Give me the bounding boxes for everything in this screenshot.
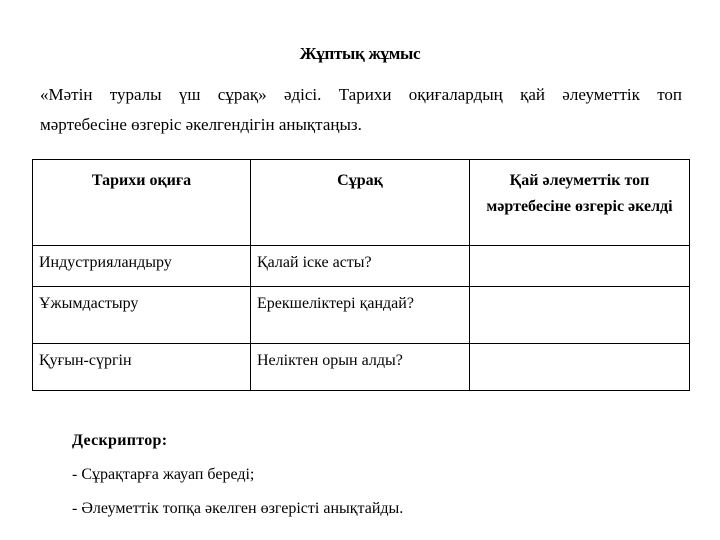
header-question: Сұрақ bbox=[251, 160, 470, 246]
cell-event: Ұжымдастыру bbox=[33, 287, 251, 344]
table-header-row bbox=[33, 160, 690, 246]
worksheet-table bbox=[32, 159, 690, 391]
descriptor-item: - Сұрақтарға жауап береді; bbox=[72, 466, 255, 483]
task-instructions bbox=[40, 80, 682, 140]
cell-question: Қалай іске асты? bbox=[251, 246, 470, 287]
cell-event: Индустрияландыру bbox=[33, 246, 251, 287]
header-social-group-change: Қай әлеуметтік топ мәртебесіне өзгеріс әкелді bbox=[470, 160, 690, 246]
cell-answer[interactable] bbox=[470, 344, 690, 391]
cell-question: Неліктен орын алды? bbox=[251, 344, 470, 391]
cell-answer[interactable] bbox=[470, 287, 690, 344]
header-historical-event: Тарихи оқиға bbox=[33, 160, 251, 246]
table-row bbox=[33, 246, 690, 287]
table-row bbox=[33, 344, 690, 391]
cell-answer[interactable] bbox=[470, 246, 690, 287]
table-row bbox=[33, 287, 690, 344]
instructions-line-2: мәртебесіне өзгеріс әкелгендігін анықтаңыз. bbox=[40, 115, 362, 134]
instructions-line-1: «Мәтін туралы үш сұрақ» әдісі. Тарихи оқиғалардың қай әлеуметтік топ bbox=[40, 85, 682, 104]
page-title: Жұптық жұмыс bbox=[299, 44, 421, 63]
descriptor-heading: Дескриптор: bbox=[72, 432, 168, 449]
cell-question: Ерекшеліктері қандай? bbox=[251, 287, 470, 344]
cell-event: Қуғын-сүргін bbox=[33, 344, 251, 391]
descriptor-section bbox=[72, 424, 403, 526]
descriptor-item: - Әлеуметтік топқа әкелген өзгерісті анықтайды. bbox=[72, 500, 404, 517]
